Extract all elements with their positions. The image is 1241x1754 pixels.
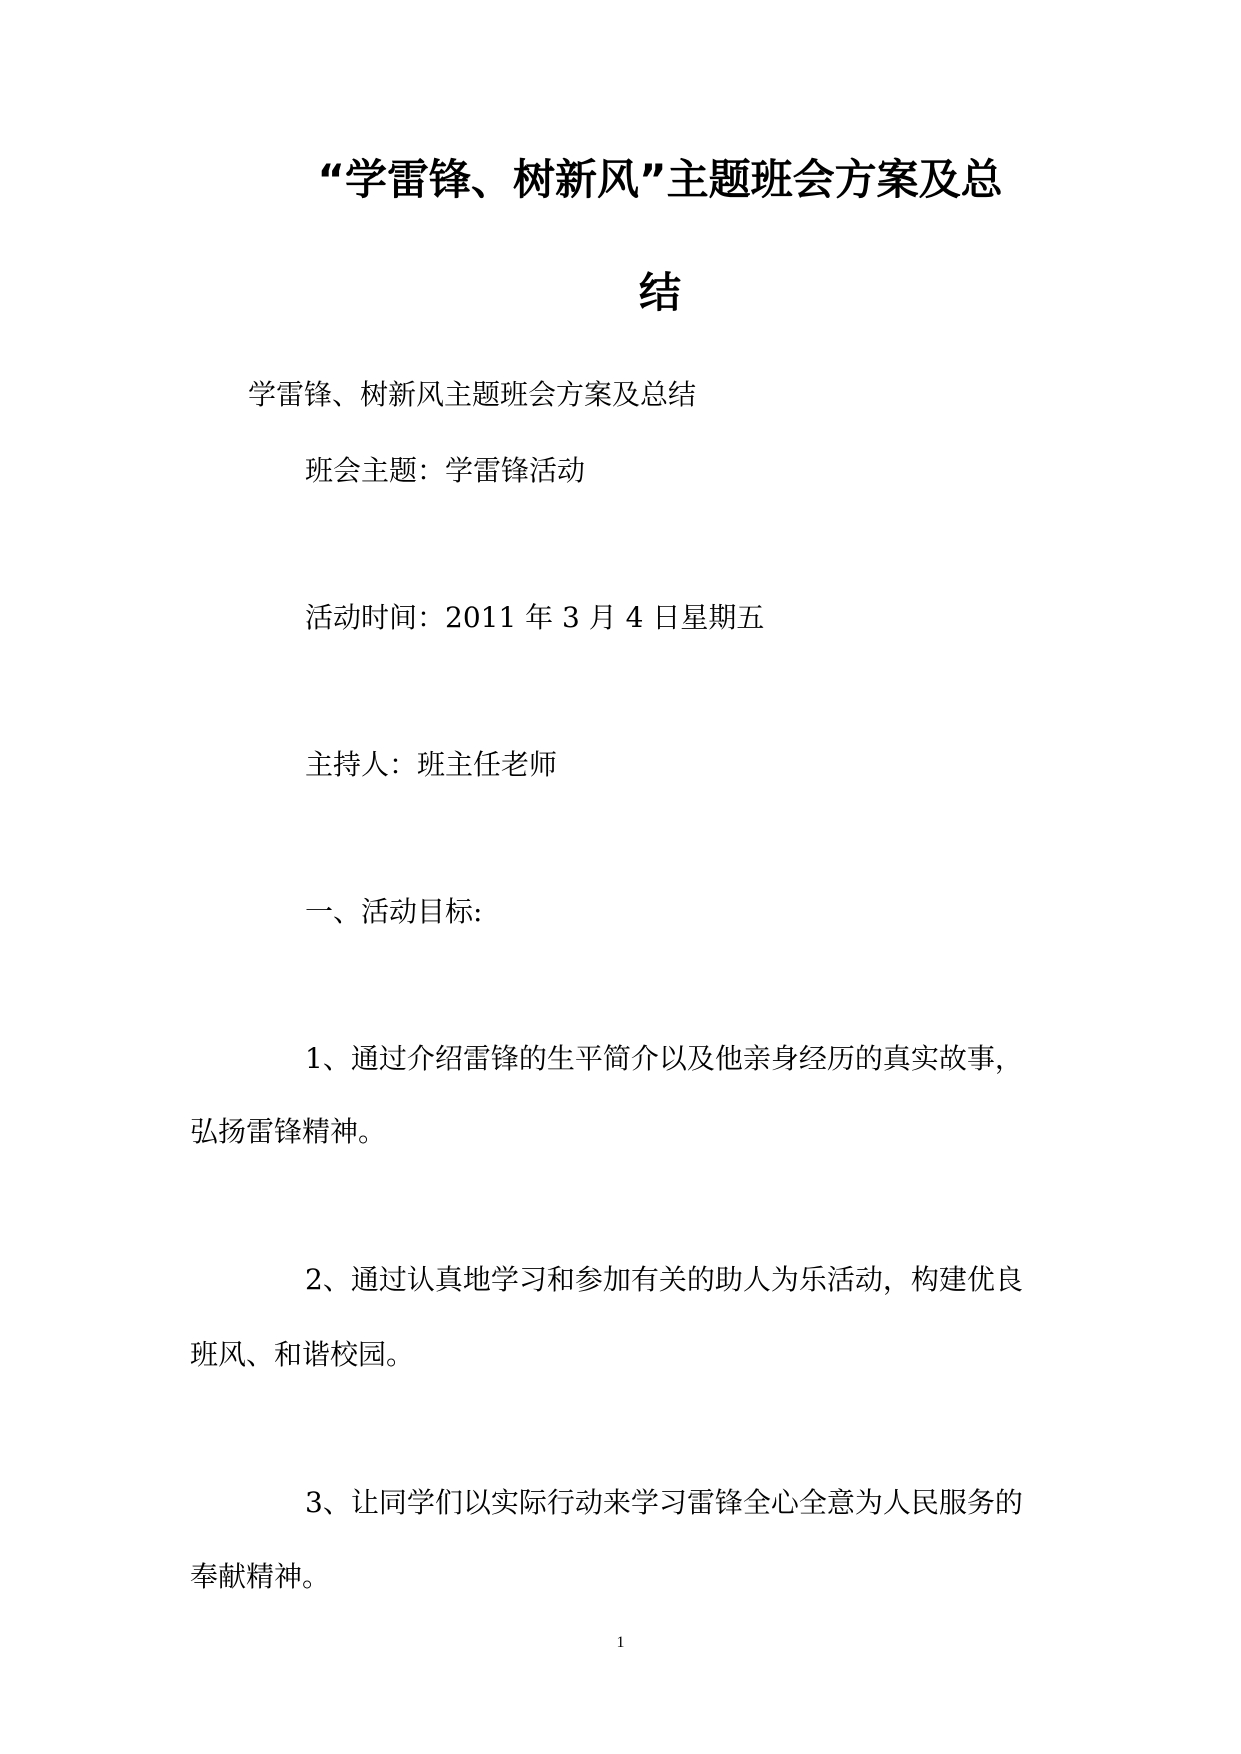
goal-1-line-1: 1、通过介绍雷锋的生平简介以及他亲身经历的真实故事， bbox=[305, 1042, 1023, 1075]
goal-1-line-2: 弘扬雷锋精神。 bbox=[190, 1115, 387, 1148]
meeting-time: 活动时间：2011 年 3 月 4 日星期五 bbox=[305, 601, 765, 634]
section-heading-goals: 一、活动目标: bbox=[305, 895, 483, 928]
meeting-theme: 班会主题：学雷锋活动 bbox=[305, 454, 586, 487]
meeting-host: 主持人：班主任老师 bbox=[305, 748, 558, 781]
document-title-line-1: “学雷锋、树新风”主题班会方案及总 bbox=[317, 155, 1003, 204]
document-title-line-2: 结 bbox=[638, 268, 681, 317]
page-number: 1 bbox=[616, 1634, 625, 1651]
goal-3-line-2: 奉献精神。 bbox=[190, 1560, 331, 1593]
goal-2-line-2: 班风、和谐校园。 bbox=[190, 1338, 415, 1371]
document-subtitle: 学雷锋、树新风主题班会方案及总结 bbox=[248, 378, 697, 411]
goal-2-line-1: 2、通过认真地学习和参加有关的助人为乐活动，构建优良 bbox=[305, 1263, 1023, 1296]
goal-3-line-1: 3、让同学们以实际行动来学习雷锋全心全意为人民服务的 bbox=[305, 1486, 1023, 1519]
